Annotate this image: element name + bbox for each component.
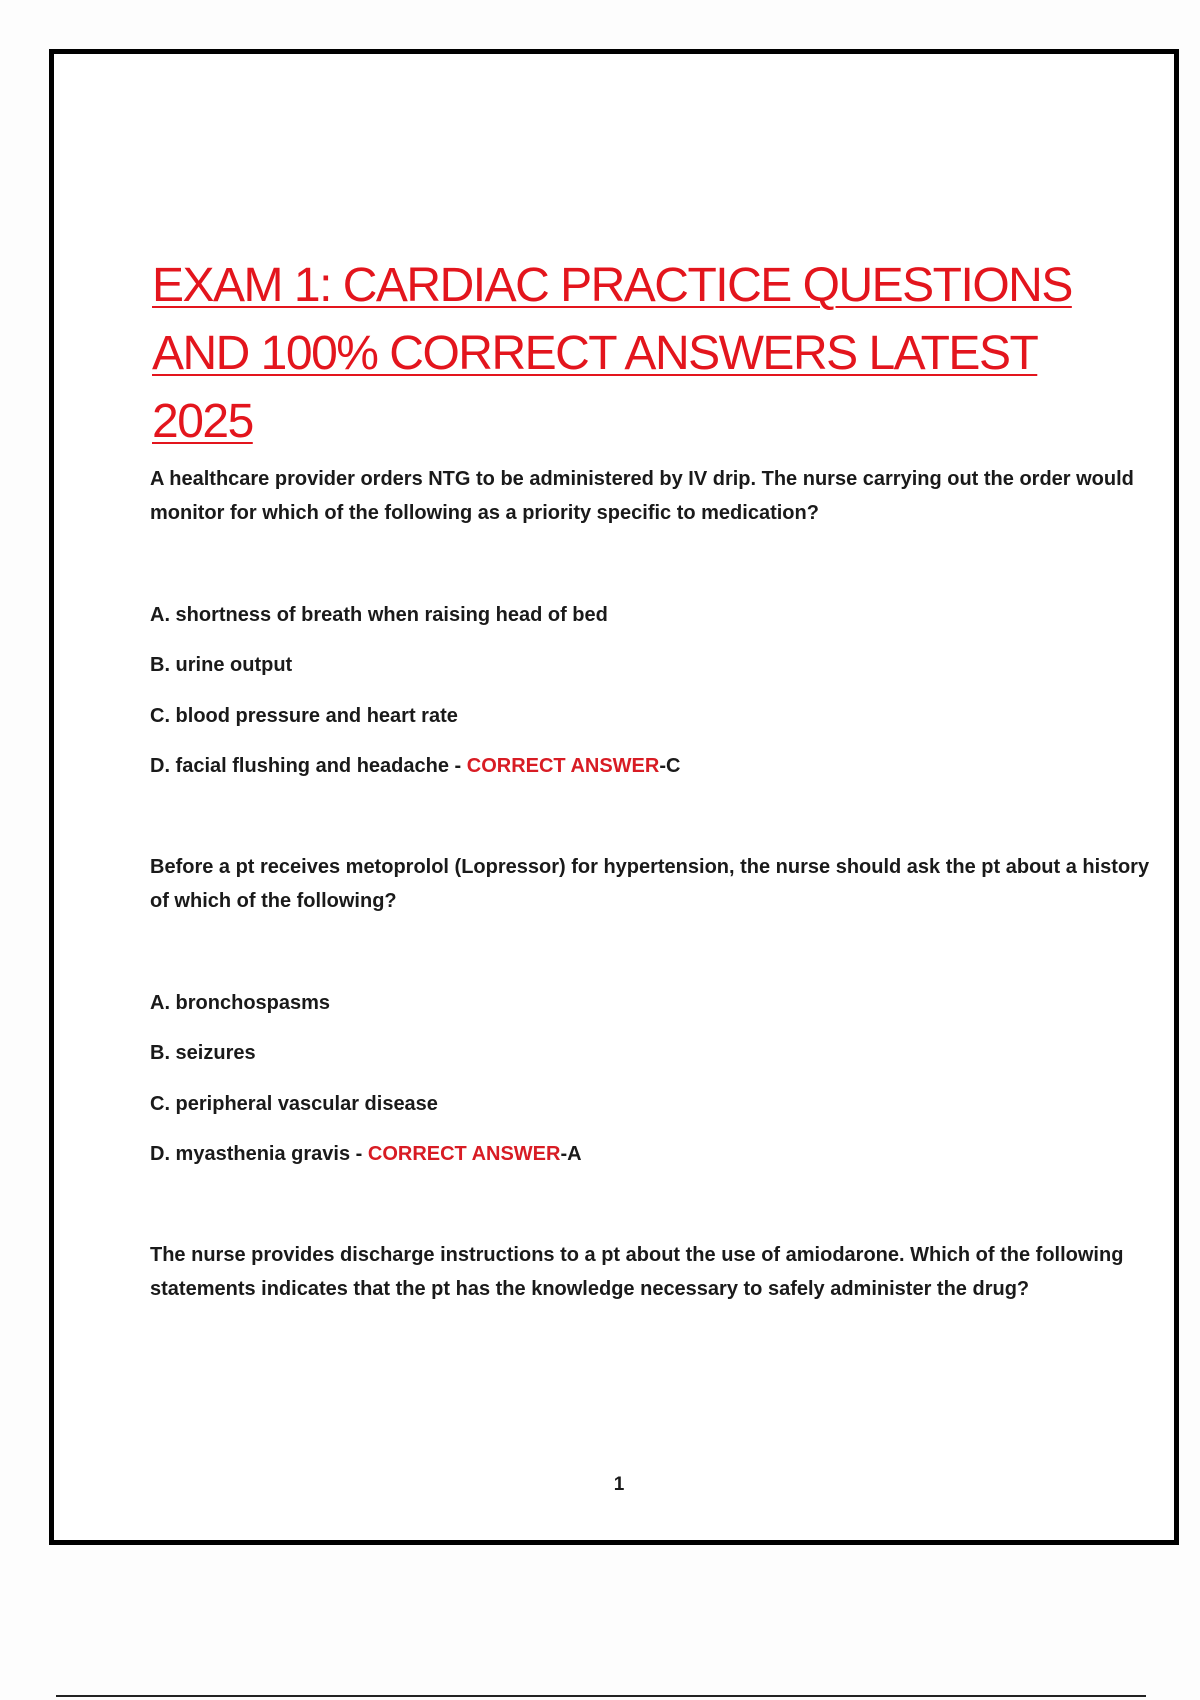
question-1-text: A healthcare provider orders NTG to be administered by IV drip. The nurse carrying out the order would monitor for which of the following as a priority specific to medication? bbox=[150, 468, 1134, 524]
question-2-option-d: D. myasthenia gravis - CORRECT ANSWER-A bbox=[150, 1143, 582, 1165]
document-title: EXAM 1: CARDIAC PRACTICE QUESTIONS AND 100% CORRECT ANSWERS LATEST 2025 bbox=[152, 259, 1072, 448]
question-2-option-a: A. bronchospasms bbox=[150, 992, 331, 1014]
question-2-option-c: C. peripheral vascular disease bbox=[150, 1093, 438, 1115]
option-text: D. myasthenia gravis bbox=[150, 1143, 351, 1165]
correct-answer-label: CORRECT ANSWER bbox=[466, 755, 660, 777]
correct-answer-value: C bbox=[666, 755, 681, 777]
question-1-option-b: B. urine output bbox=[150, 654, 293, 676]
question-1-option-a: A. shortness of breath when raising head of bed bbox=[150, 604, 608, 626]
question-2-option-b: B. seizures bbox=[150, 1042, 256, 1064]
question-3-text: The nurse provides discharge instructions to a pt about the use of amiodarone. Which of the following statements indicates that the pt has the knowledge necessary to safely administer the drug? bbox=[150, 1244, 1124, 1300]
option-text: D. facial flushing and headache bbox=[150, 755, 449, 777]
question-1-option-d: D. facial flushing and headache - CORRECT ANSWER-C bbox=[150, 755, 681, 777]
correct-answer-label: CORRECT ANSWER bbox=[367, 1143, 561, 1165]
document-page bbox=[49, 49, 1179, 1545]
page-number: 1 bbox=[613, 1474, 625, 1495]
correct-answer-value: A bbox=[567, 1143, 582, 1165]
page-divider bbox=[56, 1695, 1146, 1697]
question-2-text: Before a pt receives metoprolol (Lopressor) for hypertension, the nurse should ask the pt about a history of which of the following? bbox=[150, 856, 1150, 912]
question-1-option-c: C. blood pressure and heart rate bbox=[150, 705, 458, 727]
